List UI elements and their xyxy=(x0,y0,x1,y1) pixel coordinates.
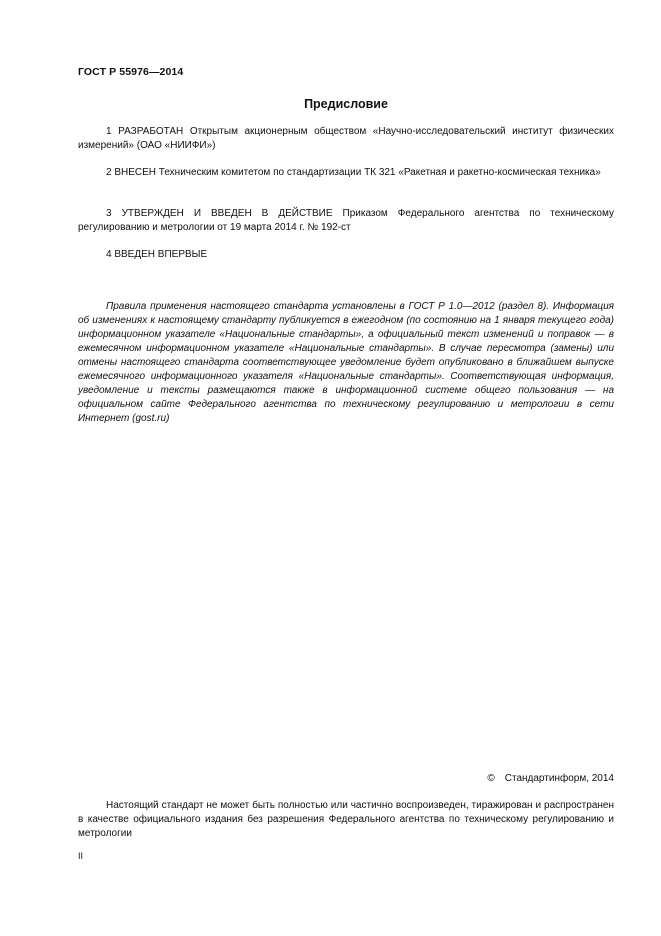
copyright-line xyxy=(487,772,614,786)
page-number: II xyxy=(78,851,84,861)
preface-item-lead: 1 РАЗРАБОТАН xyxy=(106,126,184,137)
document-code: ГОСТ Р 55976—2014 xyxy=(78,66,184,78)
preface-item-approved xyxy=(78,207,614,235)
preface-item-lead: 4 ВВЕДЕН ВПЕРВЫЕ xyxy=(106,249,208,260)
preface-item-text: Техническим комитетом по стандартизации ТК 321 «Ракетная и ракетно-космическая техника» xyxy=(156,167,601,178)
application-rules-paragraph: Правила применения настоящего стандарта установлены в ГОСТ Р 1.0—2012 (раздел 8). Информация об изменениях к настоящему стандарту публикуется в ежегодном (по состоянию на 1 января текущего года) информационном указателе «Национальные стандарты», а официальный текст изменений и поправок — в ежемесячном информационном указателе «Национальные стандарты». В случае пересмотра (замены) или отмены настоящего стандарта соответствующее уведомление будет опубликовано в ближайшем выпуске ежемесячного информационного указателя «Национальные стандарты». Соответствующая информация, уведомление и тексты размещаются также в информационной системе общего пользования — на официальном сайте Федерального агентства по техническому регулированию и метрологии в сети Интернет (gost.ru) xyxy=(78,301,614,424)
preface-item-lead: 2 ВНЕСЕН xyxy=(106,167,157,178)
copyright-icon: © xyxy=(487,773,495,784)
copyright-text: Стандартинформ, 2014 xyxy=(504,773,614,784)
preface-item-lead: 3 УТВЕРЖДЕН И ВВЕДЕН В ДЕЙСТВИЕ xyxy=(106,208,333,219)
preface-title: Предисловие xyxy=(304,97,388,111)
reproduction-notice: Настоящий стандарт не может быть полностью или частично воспроизведен, тиражирован и распространен в качестве официального издания без разрешения Федерального агентства по техническому регулированию и метрологии xyxy=(78,800,614,839)
preface-item-introduced xyxy=(78,166,614,180)
preface-item-text: Открытым акционерным обществом «Научно-исследовательский институт физических измерений» (ОАО «НИИФИ») xyxy=(78,126,614,151)
preface-item-text: Приказом Федерального агентства по техническому регулированию и метрологии от 19 марта 2014 г. № 192-ст xyxy=(78,208,614,233)
preface-item-first-introduced xyxy=(78,248,614,262)
preface-item-developed xyxy=(78,125,614,153)
